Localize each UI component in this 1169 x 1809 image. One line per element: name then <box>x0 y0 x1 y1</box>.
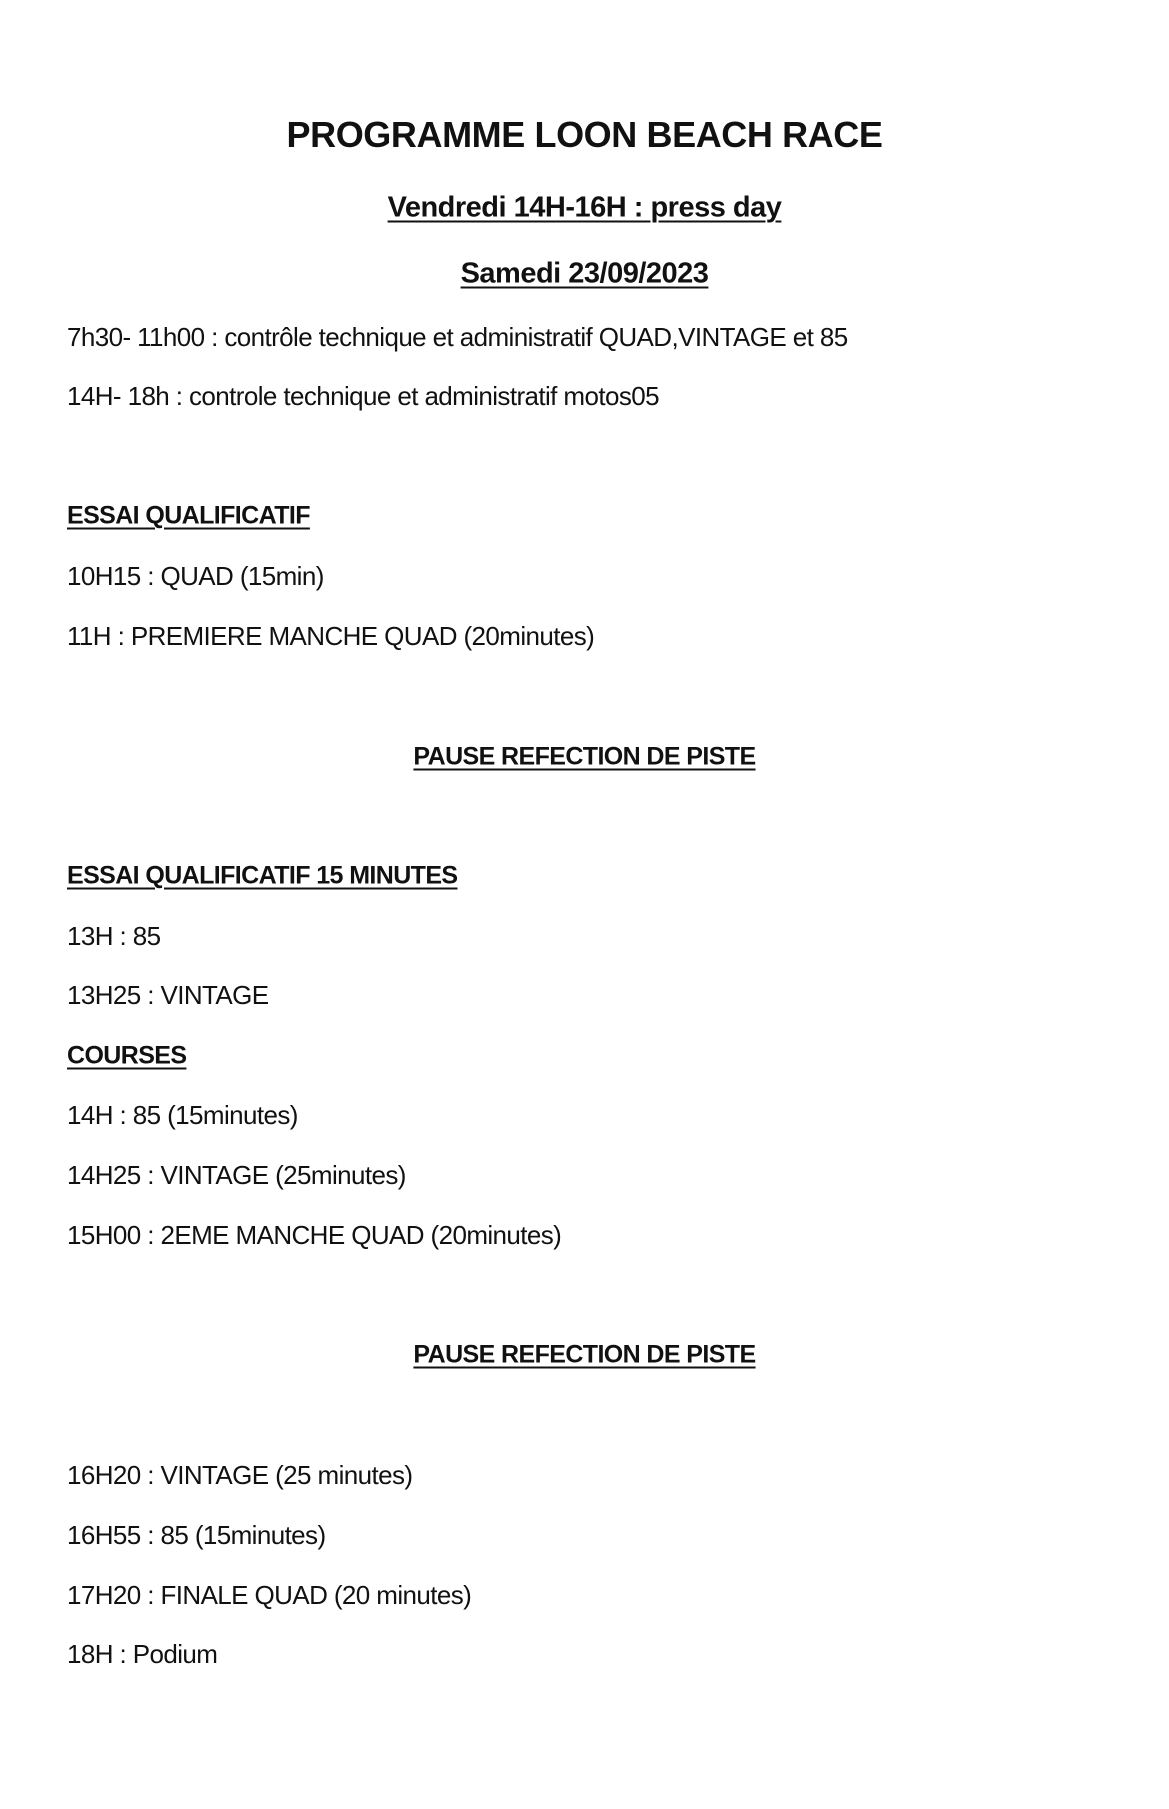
section-heading-essai-qualificatif: ESSAI QUALIFICATIF <box>67 501 310 530</box>
document-title: PROGRAMME LOON BEACH RACE <box>286 114 883 155</box>
schedule-item: 17H20 : FINALE QUAD (20 minutes) <box>67 1580 472 1610</box>
pause-heading: PAUSE REFECTION DE PISTE <box>413 742 756 771</box>
schedule-item: 10H15 : QUAD (15min) <box>67 561 324 591</box>
schedule-item: 16H20 : VINTAGE (25 minutes) <box>67 1460 413 1490</box>
section-heading-essai-15-minutes: ESSAI QUALIFICATIF 15 MINUTES <box>67 861 458 890</box>
schedule-item: 13H25 : VINTAGE <box>67 980 269 1010</box>
schedule-item: 14H : 85 (15minutes) <box>67 1100 298 1130</box>
saturday-heading: Samedi 23/09/2023 <box>460 257 709 290</box>
schedule-item: 11H : PREMIERE MANCHE QUAD (20minutes) <box>67 621 595 651</box>
friday-heading: Vendredi 14H-16H : press day <box>387 191 782 224</box>
check-line: 7h30- 11h00 : contrôle technique et administratif QUAD,VINTAGE et 85 <box>67 322 848 352</box>
pause-heading: PAUSE REFECTION DE PISTE <box>413 1340 756 1369</box>
schedule-item: 13H : 85 <box>67 921 161 951</box>
schedule-item: 18H : Podium <box>67 1639 218 1669</box>
schedule-item: 14H25 : VINTAGE (25minutes) <box>67 1160 406 1190</box>
schedule-item: 16H55 : 85 (15minutes) <box>67 1520 326 1550</box>
section-heading-courses: COURSES <box>67 1041 187 1070</box>
schedule-item: 15H00 : 2EME MANCHE QUAD (20minutes) <box>67 1220 562 1250</box>
check-line: 14H- 18h : controle technique et administratif motos05 <box>67 381 659 411</box>
